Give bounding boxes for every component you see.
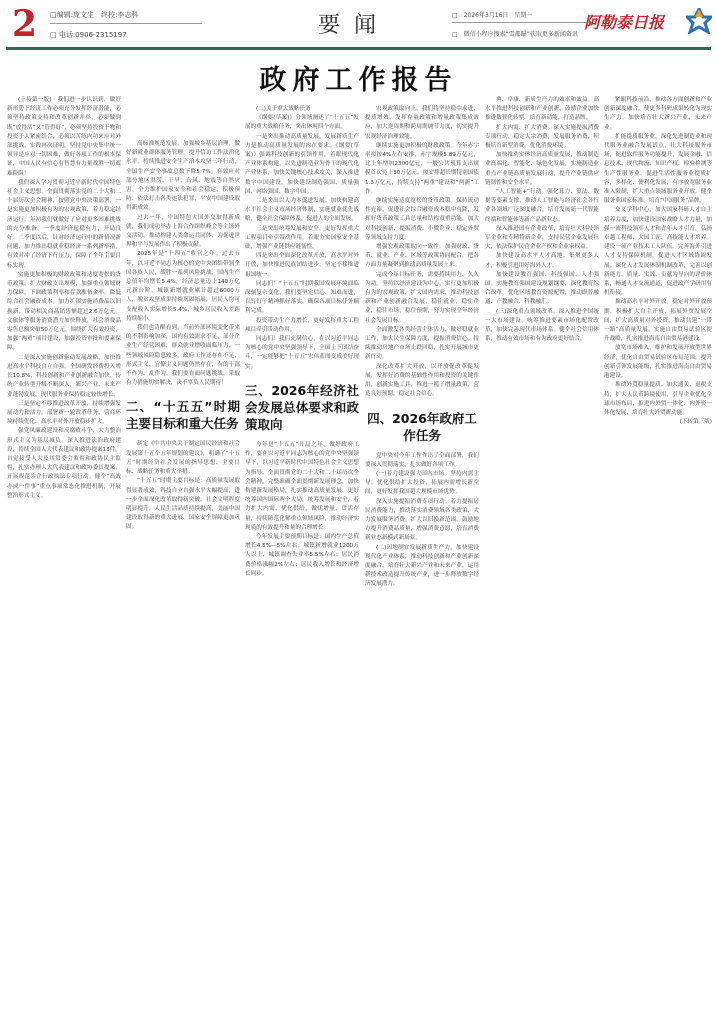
paragraph: (二)关于重大战略任务 — [256, 106, 311, 112]
paragraph: 《纲要(草案)》分领域阐述了“十五五”发展的重大战略任务，突出体现四个方面。 — [245, 115, 359, 131]
section-heading-3: 三、2026年经济社会发展总体要求和政策取向 — [245, 382, 359, 432]
paragraph: 典、阜康、新质生产力的效率和效益。高水平推进科技创新和产业创新，鼓励企业加快推进数智化转型，培育新动能，打造品牌。 — [485, 97, 599, 122]
paragraph: (二)因地制宜发展新质生产力。加快建设现代化产业体系，推动科技创新和产业创新深度融合，培育壮大新兴产业和未来产业，运用新技术改造提升传统产业，进一步释放数字经济发展潜力。 — [365, 544, 479, 588]
header-rule — [6, 47, 711, 50]
paragraph: 我们深入学习贯彻习近平新时代中国特色社会主义思想，全面贯彻落实党的二十大和二十届历次全会精神，按照党中央决策部署，一是实施更加积极有为的宏观政策，着力稳定经济运行。年初我们就做好了应对更多困难挑战的充分准备，一季度经济起稳有力，开局良好。二季度以后，针对经济运行中的新情况新问题，加力推出稳就业稳经济一系列新举措，有效对冲了经济下行压力，保障了全年主要目标实现。 — [7, 179, 121, 269]
paragraph: 强党风廉政建设和反腐败斗争，大力整治形式主义为基层减负。深入推进法治政府建设，持续全国人大代表建议和政协提案13件。自觉接受人大及其常委会监督和政协民主监督，扎实办理人大代表建议和政协委员提案，开展规范涉企行政执法专项行动。健全“高效办成一件事”重点事项常态化推进机制，开展整治形式主义。 — [7, 428, 121, 499]
column-6 — [604, 96, 712, 1018]
paragraph: 加快推动实体经济高质量发展，推动制造业高端化、智能化、绿色化发展，实施制造业重点产业链高质量发展行动，提升产业链供应链韧性和安全水平。 — [485, 152, 599, 186]
paragraph: 高标准规范发展，加强城乡基层治理，做好新就业群体服务管理。提升信访工作法治化水平。持续推进安全生产治本攻坚三年行动，全国生产安全事故总数下降5.7%。有效应对部分地区洪涝、干旱、台风、地震等自然灾害，全力维护国家安全和社会稳定，积极预防、依法打击各类违法犯罪，平安中国建设取得新成效。 — [126, 141, 240, 212]
paragraph: 加快建设教育强国、科技强国、人才强国。实施教育强国建设规划纲要，深化教育综合改革，优化区域教育资源配置，推动职普融通、产教融合、科教融汇。 — [485, 271, 599, 306]
section-heading-2: 二、“十五五”时期主要目标和重大任务 — [126, 399, 240, 432]
paragraph: 今年发展主要预期目标是：国内生产总值增长4.5%—5%左右；城镇新增就业1200万人以上，城镇调查失业率5.5%左右；居民消费价格涨幅2%左右；居民收入增长和经济增长同步。 — [245, 533, 359, 577]
paragraph: 继续实施适度宽松的货币政策。保持流动性充裕，促进社会综合融资成本稳中有降，发挥好货币政策工具总量和结构双重功能，加大对科技创新、提振消费、小微企业、稳定外贸等领域支持力度。 — [365, 198, 479, 241]
paragraph: 过去一年，中国特色大国外交取得新成就，我们成功举办上海合作组织峰会等主场外交活动，推动构建人类命运共同体，为促进世界和平与发展作出了积极贡献。 — [126, 214, 240, 249]
paragraph: 制定《中共中央关于制定国民经济和社会发展第十五个五年规划的建议》，明确了“十五五”时期经济社会发展的指导思想、主要目标、战略任务和重大举措。 — [126, 441, 240, 476]
editor-line: □编辑:庞文生 终校:李志科 — [50, 10, 202, 24]
paragraph: 今年是“十五五”开局之年，做好政府工作，要在以习近平同志为核心的党中央坚强领导下，以习近平新时代中国特色社会主义思想为指导，全面贯彻党的二十大和二十届历次全会精神，完整准确全面贯彻新发展理念，加快构建新发展格局，扎实推动高质量发展，更好统筹国内国际两个大局，统筹发展和安全，着力扩大内需、优化供给，做优增量、盘活存量，持续防范化解重点领域风险，推动经济实现质的有效提升和量的合理增长。 — [245, 441, 359, 531]
paragraph: (上接第一版) 我们进一步认识到，做好新形势下经济工作必须充分发挥经济潜能，必须坚持政策支持和改革创新并举，必须做到既“放得活”又“管得好”，必须坚持投资于物和投资于人紧密结合，必须以苦练内功来应对外部挑战。实践再次证明，坚持党中央集中统一领导是应对一切困难，做好各项工作的根本保证，中国人民有信心有智慧有力量战胜一切艰难险阻！ — [7, 97, 121, 177]
date-line: □ 2026年3月16日 星期一 — [452, 10, 592, 23]
paragraph: 完成今年目标任务，需要持续用力、久久为功。坚持以经济建设为中心，实行更加积极有为的宏观政策，扩大国内需求，推动科技创新和产业创新融合发展，稳住就业，稳住企业，稳住市场，稳住预期，努力实现全年经济社会发展目标。 — [365, 271, 479, 324]
paragraph: 实施更加积极的财政政策和适度宽松的货币政策，扩大财政支出规模，加强重点领域财力保障，下调政策利率和存款准备金率，降低综合社会融资成本。加力扩围实施消费品以旧换新，带动相关商品销售额超过2.6万亿元。文旅体等服务消费潜力加快释放，社会消费品零售总额突破50万亿元。围绕扩大有效投资，加强“两重”项目建设，加强投资审批和要素保障。 — [7, 271, 121, 352]
paragraph: 推动高水平对外开放。稳定对外开放预期，积极扩大自主开放，拓展外贸发展空间，扩大高质量对外投资，推动共建“一带一路”高质量发展。实施自由贸易试验区提升战略，扎实推进海南自由贸易港建设。 — [604, 299, 712, 343]
section-heading-4: 四、2026年政府工作任务 — [367, 410, 477, 443]
paragraph: “人工智能+”行动。强化算力、算法、数据等要素支撑，推动人工智能与经济社会各行业各领域广泛深度融合，培育发展新一代智能终端和智能体等新产品新业态。 — [485, 189, 599, 223]
paragraph: 扩能提质服务业。深化先进制造业和现代服务业融合发展试点，壮大科技服务市场，促进软件服务功能提升，发展金融、信息技术、现代物流、知识产权、检验检测等生产性服务业。促进生活性服务业提质扩容，多样化、便利化发展，有序放宽服务业准入限制，扩大重点领域服务业开放，健全服务业国家标准，培育“中国服务”品牌。 — [604, 133, 712, 205]
paragraph: 一是突出推动高质量发展。发展新质生产力是推动高质量发展的内在要求。《纲要(草案)》强调科技创新的引领作用，着眼现代化产业体系构建，以先进制造业为骨干的现代化产业体系，加快关键核心技术攻关，深入推进数字中国建设，加快建设制造强国、质量强国、网络强国、数字中国。 — [245, 133, 359, 195]
paragraph: 深入推进国有企业改革，培育壮大科技领军企业和专精特新企业，支持民营企业发展壮大，依法保护民营企业产权和企业家权益。 — [485, 225, 599, 251]
paragraph: 增强宏观政策取向一致性。加强财政、货币、就业、产业、区域等政策协同配合，把各方面力量凝聚到推动高质量发展上来。 — [365, 244, 479, 269]
paragraph: 四是突出全面深化改革开放，高水平对外开放，加快推进民族团结进步，坚定不移推进祖国统一。 — [245, 253, 359, 278]
paragraph: 二是深入实施创新驱动发展战略，加快推进高水平科技自立自强。全国研发经费投入增长10.8%，科技创新和产业创新融合加快，传统产业转型升级不断深入，新兴产业、未来产业蓬勃发展，现代服务业保持稳定较快增长。 — [7, 354, 121, 398]
paragraph: 加快建设高水平人才高地，集聚更多人才，积极引进用好海外人才。 — [485, 253, 599, 269]
phone-line: □ 电话:0906-2315197 — [50, 31, 127, 39]
column-3 — [245, 105, 359, 1018]
paragraph: 我们也清醒看到，当前外部环境变化带来的不利影响加深，国内有效需求不足，部分企业生产经营困难，群众就业增收面临压力，一些领域风险隐患较多。政府工作还存在不足，形式主义、官僚主义问题仍然存在，有的干部不作为、乱作为。我们要直面问题挑战，采取有力措施切实解决，决不辜负人民期待！ — [126, 325, 240, 387]
paragraph: 扩大内需、扩大消费。深入实施提振消费专项行动，稳定大宗消费，发展服务消费，积极培育新型消费，优化消费环境。 — [485, 124, 599, 150]
editor-info — [50, 10, 202, 40]
paragraph: 深入实施提振消费专项行动。着力提振居民消费能力，推动落实消费领域各类政策，大力发展服务消费。扩大以旧换新范围，鼓励地方提升消费品质量，增强消费意愿，培育消费新业态新模式新场景。 — [365, 498, 479, 542]
date-info — [452, 10, 592, 38]
continued-note: (下转第三版) — [679, 419, 712, 426]
paragraph: “十五五”时期主要目标是：高质量发展取得显著成效，科技自立自强水平大幅提高，进一步全面深化改革取得新突破，社会文明程度明显提升，人民生活品质持续提高，美丽中国建设取得新的重大进展，国家安全屏障更加巩固。 — [126, 478, 240, 531]
paragraph: 2025年是“十四五”收官之年。过去五年，以习近平同志为核心的党中央团结带领全国各族人民，战胜一系列风险挑战，国内生产总值年均增长5.4%，经济总量迈上140万亿元新台阶。城镇新增就业累计超过6000万人，脱贫攻坚成果持续巩固拓展，居民人均可支配收入实际增长5.4%，城乡居民收入差距持续缩小。 — [126, 251, 240, 322]
newspaper-logo: 阿勒泰日报 — [584, 13, 665, 32]
paragraph: 深化改革扩大开放，以开放促改革促发展，发挥好消费的基础性作用和投资的关键作用，创新实施工具，推进一揽子增量政策，营造良好预期，稳定社会信心。 — [365, 363, 479, 398]
paragraph: (一)着力建设强大国内市场。坚持内需主导，优化供给扩大投资，拓展内需增长新空间，更好发挥我国超大规模市场优势。 — [365, 470, 479, 496]
paragraph: 投资带动生产力增长，更好发挥重大工程项目牵引带动作用。 — [245, 317, 359, 333]
paragraph: 三是突出统筹发展和安全，更好发挥重大工程项目牵引带动作用，着眼夯实国家安全基础，增强产业链供应链韧性。 — [245, 225, 359, 251]
paragraph: (三)深化重点领域改革。深入推进全国统一大市场建设，统筹推进要素市场化配置改革，加快完善现代市场体系。健全社会信用体系，推动有效市场和有为政府更好结合。 — [485, 308, 599, 343]
paragraph: 宏观政策取向上，我们将坚持稳中求进、提质增效，发挥存量政策和增量政策集成效应，加大逆周期和跨周期调节力度，切实提升宏观经济治理效能。 — [365, 106, 479, 140]
paragraph: 全面激发各类经营主体活力，做好稳就业工作，加大民生保障力度，提振消费信心。持续推动房地产市场止跌回稳，扎实开展城市更新行动。 — [365, 326, 479, 361]
paragraph: 推动外贸稳量提质。加大通关、退税支持，扩大人民币跨境使用，引导企业优化全球市场布局，推进内外贸一体化、内外资一体化发展，培育壮大外贸新动能。 — [604, 382, 712, 416]
page-number: 2 — [12, 3, 38, 45]
section-title: 要闻 — [318, 13, 391, 38]
column-2 — [126, 140, 240, 1018]
paragraph: 放宽市场准入，维护和发展开放型世界经济，优化自由贸易试验区布局范围，提升创新引领发展能级，扎实推进海南自由贸易港建设。 — [604, 345, 712, 380]
paragraph: 继续实施更加积极的财政政策。今年赤字率拟按4%左右安排，赤字规模5.89万亿元，比上年增加2300亿元，一般公共预算支出规模首次迈上30万亿元，拟安排超长期特别国债1.3万亿元，持续支持“两重”建设和“两新”工作。 — [365, 142, 479, 195]
column-5 — [485, 96, 599, 1018]
paragraph: 同志们！“十五五”时期我国发展环境面临深刻复杂变化，我们要坚定信心、知难而进，以钉钉子精神抓好落实，确保各项目标任务顺利完成。 — [245, 280, 359, 315]
star-logo-icon — [686, 8, 712, 34]
paragraph: 党中央对今年工作作出了全面部署，我们要深入贯彻落实，扎实做好各项工作。 — [365, 452, 479, 468]
paragraph: 二是突出以人为本促进发展。加快构建高水平社会主义市场经济体制，实施就业优先战略，健全社会保障体系，促进人的全面发展。 — [245, 198, 359, 223]
article-headline: 政府工作报告 — [259, 65, 458, 96]
wechat-line: □ 微信小程序搜索“雪都瞄”获取更多新闻资讯 — [452, 31, 578, 38]
masthead — [0, 0, 717, 48]
paragraph: 交叉学科中心，加大国家科研人才自主培养力度，加快建设国家战略人才力量，加强一流科技领军人才和青年人才引育，弘扬卓越工程师、大国工匠、高技能人才培养。建设一流产业技术工人队伍。完善海外引进人才支持保障机制，促进人才区域协调发展。深化人才发展体制机制改革，完善以创新能力、质量、实效、贡献为导向的评价体系，畅通人才交流通道，促进政产学研用有机衔接。 — [604, 207, 712, 297]
paragraph: 三是坚定不移推进改革开放，持续增强发展动力和活力。部署新一轮改革任务，营商环境持续优化，高水平对外开放稳步扩大。 — [7, 400, 121, 426]
paragraph: 紧跟科技前沿，推动各方面创新和产业创新深度融合，使更多科研成果转化为现实生产力，加快培育壮大新兴产业、未来产业。 — [604, 97, 712, 131]
column-4 — [365, 105, 479, 1018]
paragraph: 同志们！我们充满信心，在以习近平同志为核心的党中央坚强领导下，全国上下团结奋斗，一定能够把“十五五”宏伟蓝图变成美好现实。 — [245, 336, 359, 370]
column-1 — [7, 96, 121, 1018]
